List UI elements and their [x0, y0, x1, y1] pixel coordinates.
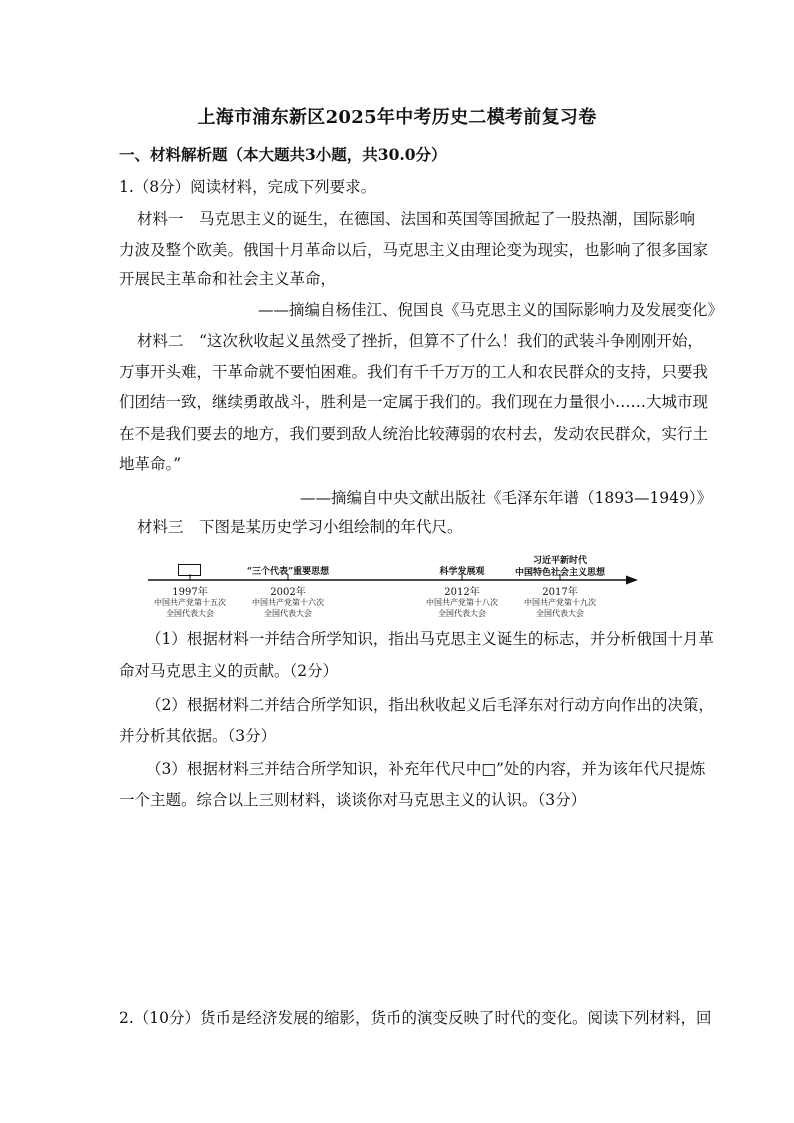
question-2-intro: 2.（10分）货币是经济发展的缩影，货币的演变反映了时代的变化。阅读下列材料，回: [119, 1009, 712, 1027]
timeline-year: 2002年: [270, 587, 306, 598]
timeline-label-2002: “三个代表”重要思想: [246, 567, 330, 577]
section-heading: 一、材料解析题（本大题共3小题，共30.0分）: [119, 145, 447, 164]
timeline-congress: 中国共产党第十八次 全国代表大会: [426, 598, 498, 618]
sub-question-1: 命对马克思主义的贡献。（2分）: [119, 662, 339, 680]
timeline-year: 2012年: [444, 587, 480, 598]
timeline-year: 1997年: [172, 587, 208, 598]
material-2-line: 在不是我们要去的地方，我们要到敌人统治比较薄弱的农村去，发动农民群众，实行土: [119, 425, 709, 443]
timeline-label-2012: 科学发展观: [439, 567, 485, 577]
question-1-intro: 1.（8分）阅读材料，完成下列要求。: [119, 178, 377, 196]
sub-question-2: 并分析其依据。（3分）: [119, 727, 277, 745]
timeline-blank-box: [178, 564, 201, 576]
material-2-line: 万事开头难，干革命就不要怕困难。我们有千千万万的工人和农民群众的支持，只要我: [119, 363, 709, 381]
material-1-line: 开展民主革命和社会主义革命，: [119, 270, 337, 288]
material-2-line: 地革命。”: [119, 455, 182, 473]
timeline-year: 2017年: [542, 587, 578, 598]
timeline-label-2017-line1: 习近平新时代: [532, 556, 587, 566]
sub-question-1: （1）根据材料一并结合所学知识，指出马克思主义诞生的标志，并分析俄国十月革: [146, 630, 714, 648]
material-3-intro: 材料三 下图是某历史学习小组绘制的年代尺。: [137, 518, 463, 536]
sub-question-2: （2）根据材料二并结合所学知识，指出秋收起义后毛泽东对行动方向作出的决策，: [146, 696, 714, 714]
timeline-label-2017-line2: 中国特色社会主义思想: [514, 568, 605, 578]
material-2-line: 们团结一致，继续勇敢战斗，胜利是一定属于我们的。我们现在力量很小……大城市现: [119, 393, 709, 411]
material-1-line: 材料一 马克思主义的诞生，在德国、法国和英国等国掀起了一股热潮，国际影响: [137, 210, 696, 228]
sub-question-3: （3）根据材料三并结合所学知识，补充年代尺中□”处的内容，并为该年代尺提炼: [146, 760, 706, 778]
timeline-congress: 中国共产党第十九次 全国代表大会: [524, 598, 596, 618]
material-1-line: 力波及整个欧美。俄国十月革命以后，马克思主义由理论变为现实，也影响了很多国家: [119, 241, 709, 259]
material-1-source: ——摘编自杨佳江、倪国良《马克思主义的国际影响力及发展变化》: [258, 301, 724, 319]
material-2-source: ——摘编自中央文献出版社《毛泽东年谱（1893—1949）》: [300, 489, 713, 507]
timeline: [140, 550, 640, 625]
page-title: 上海市浦东新区2025年中考历史二模考前复习卷: [197, 107, 597, 128]
sub-question-3: 一个主题。综合以上三则材料，谈谈你对马克思主义的认识。（3分）: [119, 791, 587, 809]
timeline-congress: 中国共产党第十六次 全国代表大会: [252, 598, 324, 618]
timeline-congress: 中国共产党第十五次 全国代表大会: [154, 598, 226, 618]
material-2-line: 材料二 “这次秋收起义虽然受了挫折，但算不了什么！我们的武装斗争刚刚开始，: [137, 332, 703, 350]
